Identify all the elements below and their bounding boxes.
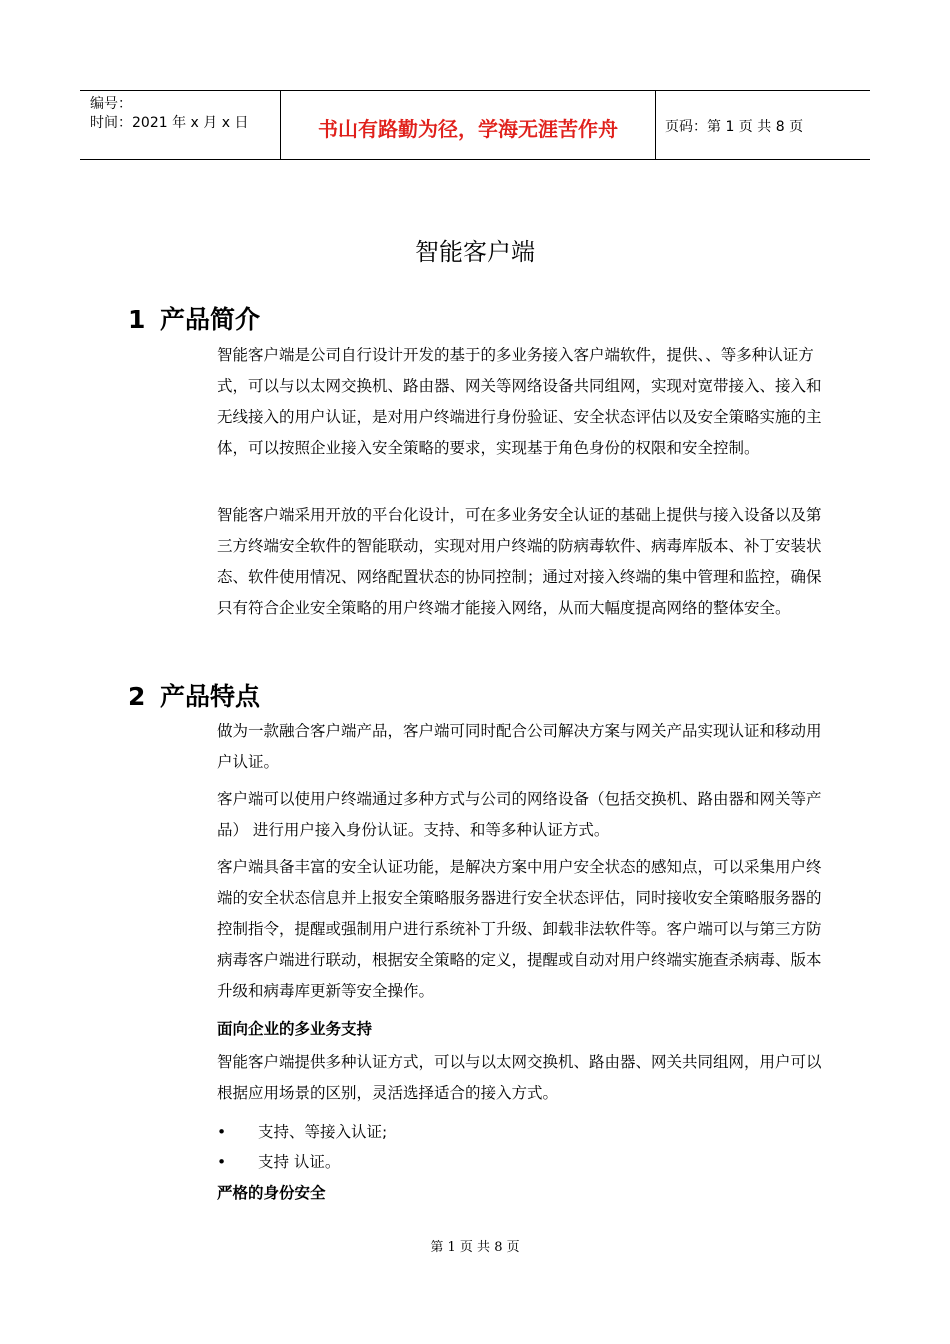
section-heading-1: [128, 300, 260, 336]
paragraph: 智能客户端采用开放的平台化设计，可在多业务安全认证的基础上提供与接入设备以及第三方终端安全软件的智能联动，实现对用户终端的防病毒软件、病毒库版本、补丁安装状态、软件使用情况、网络配置状态的协同控制；通过对接入终端的集中管理和监控，确保只有符合企业安全策略的用户终端才能接入网络，从而大幅度提高网络的整体安全。: [217, 506, 822, 617]
list-item: [217, 1120, 387, 1142]
header-meta-cell: [80, 91, 280, 159]
paragraph: 客户端具备丰富的安全认证功能，是解决方案中用户安全状态的感知点，可以采集用户终端的安全状态信息并上报安全策略服务器进行安全状态评估，同时接收安全策略服务器的控制指令，提醒或强制用户进行系统补丁升级、卸载非法软件等。客户端可以与第三方防病毒客户端进行联动，根据安全策略的定义，提醒或自动对用户终端实施查杀病毒、版本升级和病毒库更新等安全操作。: [217, 858, 822, 1000]
section-title: 产品简介: [160, 305, 261, 334]
subsection-heading: 严格的身份安全: [217, 1184, 326, 1202]
paragraph: 智能客户端是公司自行设计开发的基于的多业务接入客户端软件，提供、、等多种认证方式，可以与以太网交换机、路由器、网关等网络设备共同组网，实现对宽带接入、接入和无线接入的用户认证，是对用户终端进行身份验证、安全状态评估以及安全策略实施的主体，可以按照企业接入安全策略的要求，实现基于角色身份的权限和安全控制。: [217, 346, 822, 457]
list-item-text: 支持、等接入认证;: [258, 1123, 388, 1141]
list-item-text: 支持 认证。: [258, 1153, 341, 1171]
document-number-label: 编号：: [90, 96, 132, 112]
header-page-cell: [655, 91, 870, 159]
document-time-label: 时间：2021 年 x 月 x 日: [90, 115, 249, 131]
subsection-heading: 面向企业的多业务支持: [217, 1020, 373, 1038]
page-footer: 第 1 页 共 8 页: [430, 1240, 520, 1255]
header-page-code: 页码：第 1 页 共 8 页: [665, 119, 804, 135]
paragraph: 客户端可以使用户终端通过多种方式与公司的网络设备（包括交换机、路由器和网关等产品） 进行用户接入身份认证。支持、和等多种认证方式。: [217, 790, 822, 839]
section-heading-2: [128, 677, 260, 713]
paragraph: 做为一款融合客户端产品，客户端可同时配合公司解决方案与网关产品实现认证和移动用户认证。: [217, 722, 822, 771]
bullet-icon: •: [217, 1153, 227, 1171]
bullet-icon: •: [217, 1123, 227, 1141]
document-title: 智能客户端: [415, 238, 535, 266]
document-header: [80, 90, 870, 160]
section-title: 产品特点: [160, 682, 261, 711]
list-item: [217, 1150, 340, 1172]
section-number: 1: [128, 305, 146, 334]
header-motto: 书山有路勤为径，学海无涯苦作舟: [318, 117, 618, 141]
header-motto-cell: [280, 91, 656, 159]
paragraph: 智能客户端提供多种认证方式，可以与以太网交换机、路由器、网关共同组网，用户可以根据应用场景的区别，灵活选择适合的接入方式。: [217, 1053, 822, 1102]
section-number: 2: [128, 682, 146, 711]
